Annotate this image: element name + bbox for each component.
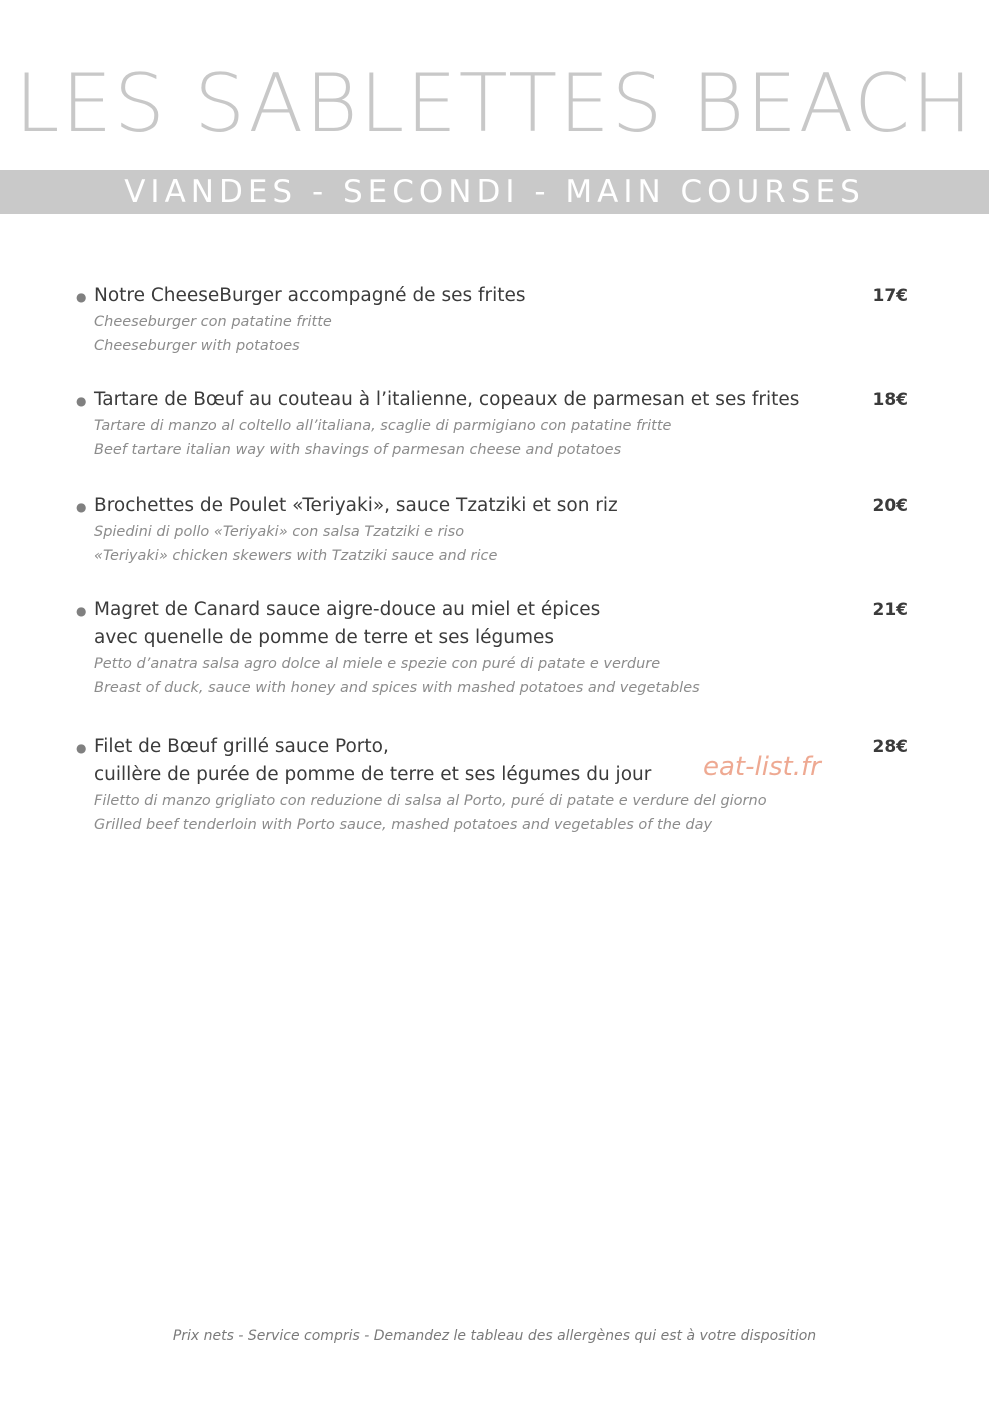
- bullet-icon: ●: [76, 741, 87, 755]
- menu-item-beef-tenderloin: [76, 733, 916, 837]
- dish-name-fr: Magret de Canard sauce aigre-douce au miel et épices avec quenelle de pomme de terre et ses légumes: [94, 599, 601, 648]
- dish-name-it: Cheeseburger con patatine fritte: [94, 314, 332, 330]
- menu-item-beef-tartare: [76, 386, 916, 462]
- dish-name-it: Petto d’anatra salsa agro dolce al miele e spezie con puré di patate e verdure: [94, 656, 661, 672]
- brand-title: LES SABLETTES BEACH: [14, 57, 975, 150]
- menu-item-chicken-skewers: [76, 492, 916, 568]
- bullet-icon: ●: [76, 290, 87, 304]
- footer-note: Prix nets - Service compris - Demandez le tableau des allergènes qui est à votre disposition: [172, 1328, 817, 1344]
- dish-name-it: Tartare di manzo al coltello all’italiana, scaglie di parmigiano con patatine fritte: [94, 418, 672, 434]
- watermark: eat-list.fr: [703, 752, 821, 782]
- dish-name-fr: Tartare de Bœuf au couteau à l’italienne, copeaux de parmesan et ses frites: [94, 389, 800, 410]
- dish-name-en: Breast of duck, sauce with honey and spices with mashed potatoes and vegetables: [94, 680, 700, 696]
- dish-price: 20€: [872, 496, 908, 516]
- dish-name-en: Cheeseburger with potatoes: [94, 338, 300, 354]
- dish-name-fr: Brochettes de Poulet «Teriyaki», sauce Tzatziki et son riz: [94, 495, 618, 516]
- dish-name-fr: Filet de Bœuf grillé sauce Porto, cuillère de purée de pomme de terre et ses légumes du jour: [94, 736, 652, 785]
- dish-name-en: «Teriyaki» chicken skewers with Tzatziki sauce and rice: [94, 548, 498, 564]
- dish-price: 21€: [872, 600, 908, 620]
- section-band: [0, 170, 989, 214]
- dish-name-en: Beef tartare italian way with shavings of parmesan cheese and potatoes: [94, 442, 622, 458]
- bullet-icon: ●: [76, 394, 87, 408]
- menu-item-cheeseburger: [76, 282, 916, 358]
- section-title: VIANDES - SECONDI - MAIN COURSES: [124, 174, 865, 210]
- dish-name-it: Spiedini di pollo «Teriyaki» con salsa Tzatziki e riso: [94, 524, 465, 540]
- dish-name-en: Grilled beef tenderloin with Porto sauce, mashed potatoes and vegetables of the day: [94, 817, 713, 833]
- dish-price: 17€: [872, 286, 908, 306]
- dish-price: 28€: [872, 737, 908, 757]
- bullet-icon: ●: [76, 604, 87, 618]
- dish-name-fr: Notre CheeseBurger accompagné de ses frites: [94, 285, 526, 306]
- menu-item-duck-breast: [76, 596, 916, 700]
- dish-name-it: Filetto di manzo grigliato con reduzione di salsa al Porto, puré di patate e verdure del giorno: [94, 793, 767, 809]
- dish-price: 18€: [872, 390, 908, 410]
- bullet-icon: ●: [76, 500, 87, 514]
